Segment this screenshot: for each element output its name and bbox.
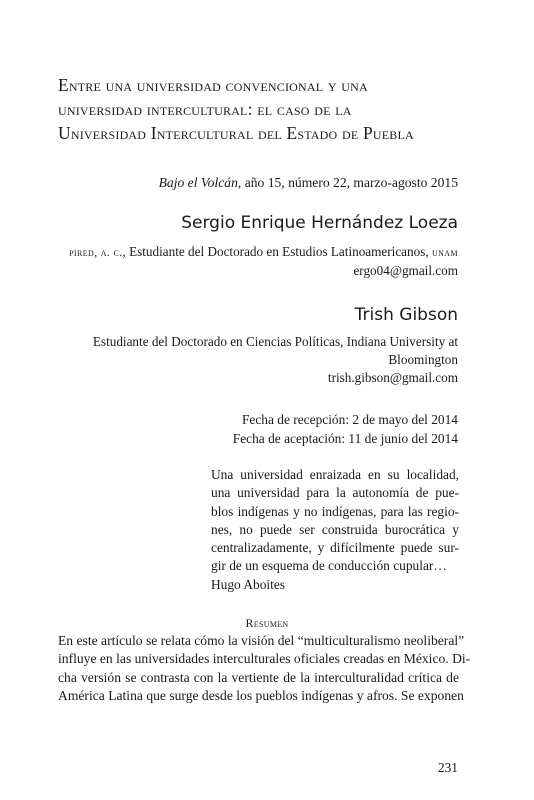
abstract-heading: Resumen <box>245 616 289 630</box>
submission-dates <box>233 410 458 448</box>
author-name-2: Trish Gibson <box>354 305 458 325</box>
author-affiliation-1 <box>69 243 458 280</box>
journal-name: Bajo el Volcán <box>158 175 238 190</box>
abstract-line: En este artículo se relata cómo la visión del “multiculturalismo neoliberal” <box>58 633 465 648</box>
abstract-body <box>58 632 471 706</box>
epigraph-line: gir de un esquema de conducción cupular… <box>211 558 447 574</box>
received-date: Fecha de recepción: 2 de mayo del 2014 <box>241 412 458 427</box>
affiliation-prefix: pired, a. c. <box>69 247 123 259</box>
accepted-date: Fecha de aceptación: 11 de junio del 2014 <box>232 431 458 446</box>
journal-details: , año 15, número 22, marzo-agosto 2015 <box>237 175 458 190</box>
epigraph-line: nes, no puede ser construida burocrática y <box>211 521 459 537</box>
article-title <box>58 73 478 145</box>
title-line-1: Entre una universidad convencional y una <box>58 75 368 95</box>
affiliation-suffix: unam <box>431 247 458 259</box>
author-name-1: Sergio Enrique Hernández Loeza <box>181 213 458 233</box>
author-affiliation-2 <box>93 333 458 387</box>
affiliation-main: , Estudiante del Doctorado en Estudios Latinoamericanos, <box>122 244 432 259</box>
epigraph-line: centralizadamente, y difícilmente puede sur- <box>211 540 459 556</box>
title-line-2: universidad intercultural: el caso de la <box>58 99 352 119</box>
title-line-3: Universidad Intercultural del Estado de Puebla <box>58 123 414 143</box>
abstract-line: América Latina que surge desde los pueblos indígenas y afros. Se exponen <box>58 688 464 704</box>
journal-citation <box>159 175 458 191</box>
epigraph-line: blos indígenas y no indígenas, para las regio- <box>211 503 459 519</box>
abstract-line: influye en las universidades interculturales oficiales creadas en México. Di- <box>58 651 471 667</box>
abstract-line: cha versión se contrasta con la vertiente de la interculturalidad crítica de <box>58 669 459 685</box>
affiliation-line-2: Bloomington <box>388 352 458 367</box>
affiliation-line-1: Estudiante del Doctorado en Ciencias Políticas, Indiana University at <box>92 334 458 349</box>
epigraph <box>211 466 459 594</box>
page-number: 231 <box>437 760 458 775</box>
epigraph-line: una universidad para la autonomía de pue- <box>211 485 459 501</box>
author-email-2: trish.gibson@gmail.com <box>327 370 458 385</box>
epigraph-line: Una universidad enraizada en su localidad, <box>211 467 459 482</box>
epigraph-author: Hugo Aboites <box>211 576 286 592</box>
author-email-1: ergo04@gmail.com <box>353 263 458 278</box>
